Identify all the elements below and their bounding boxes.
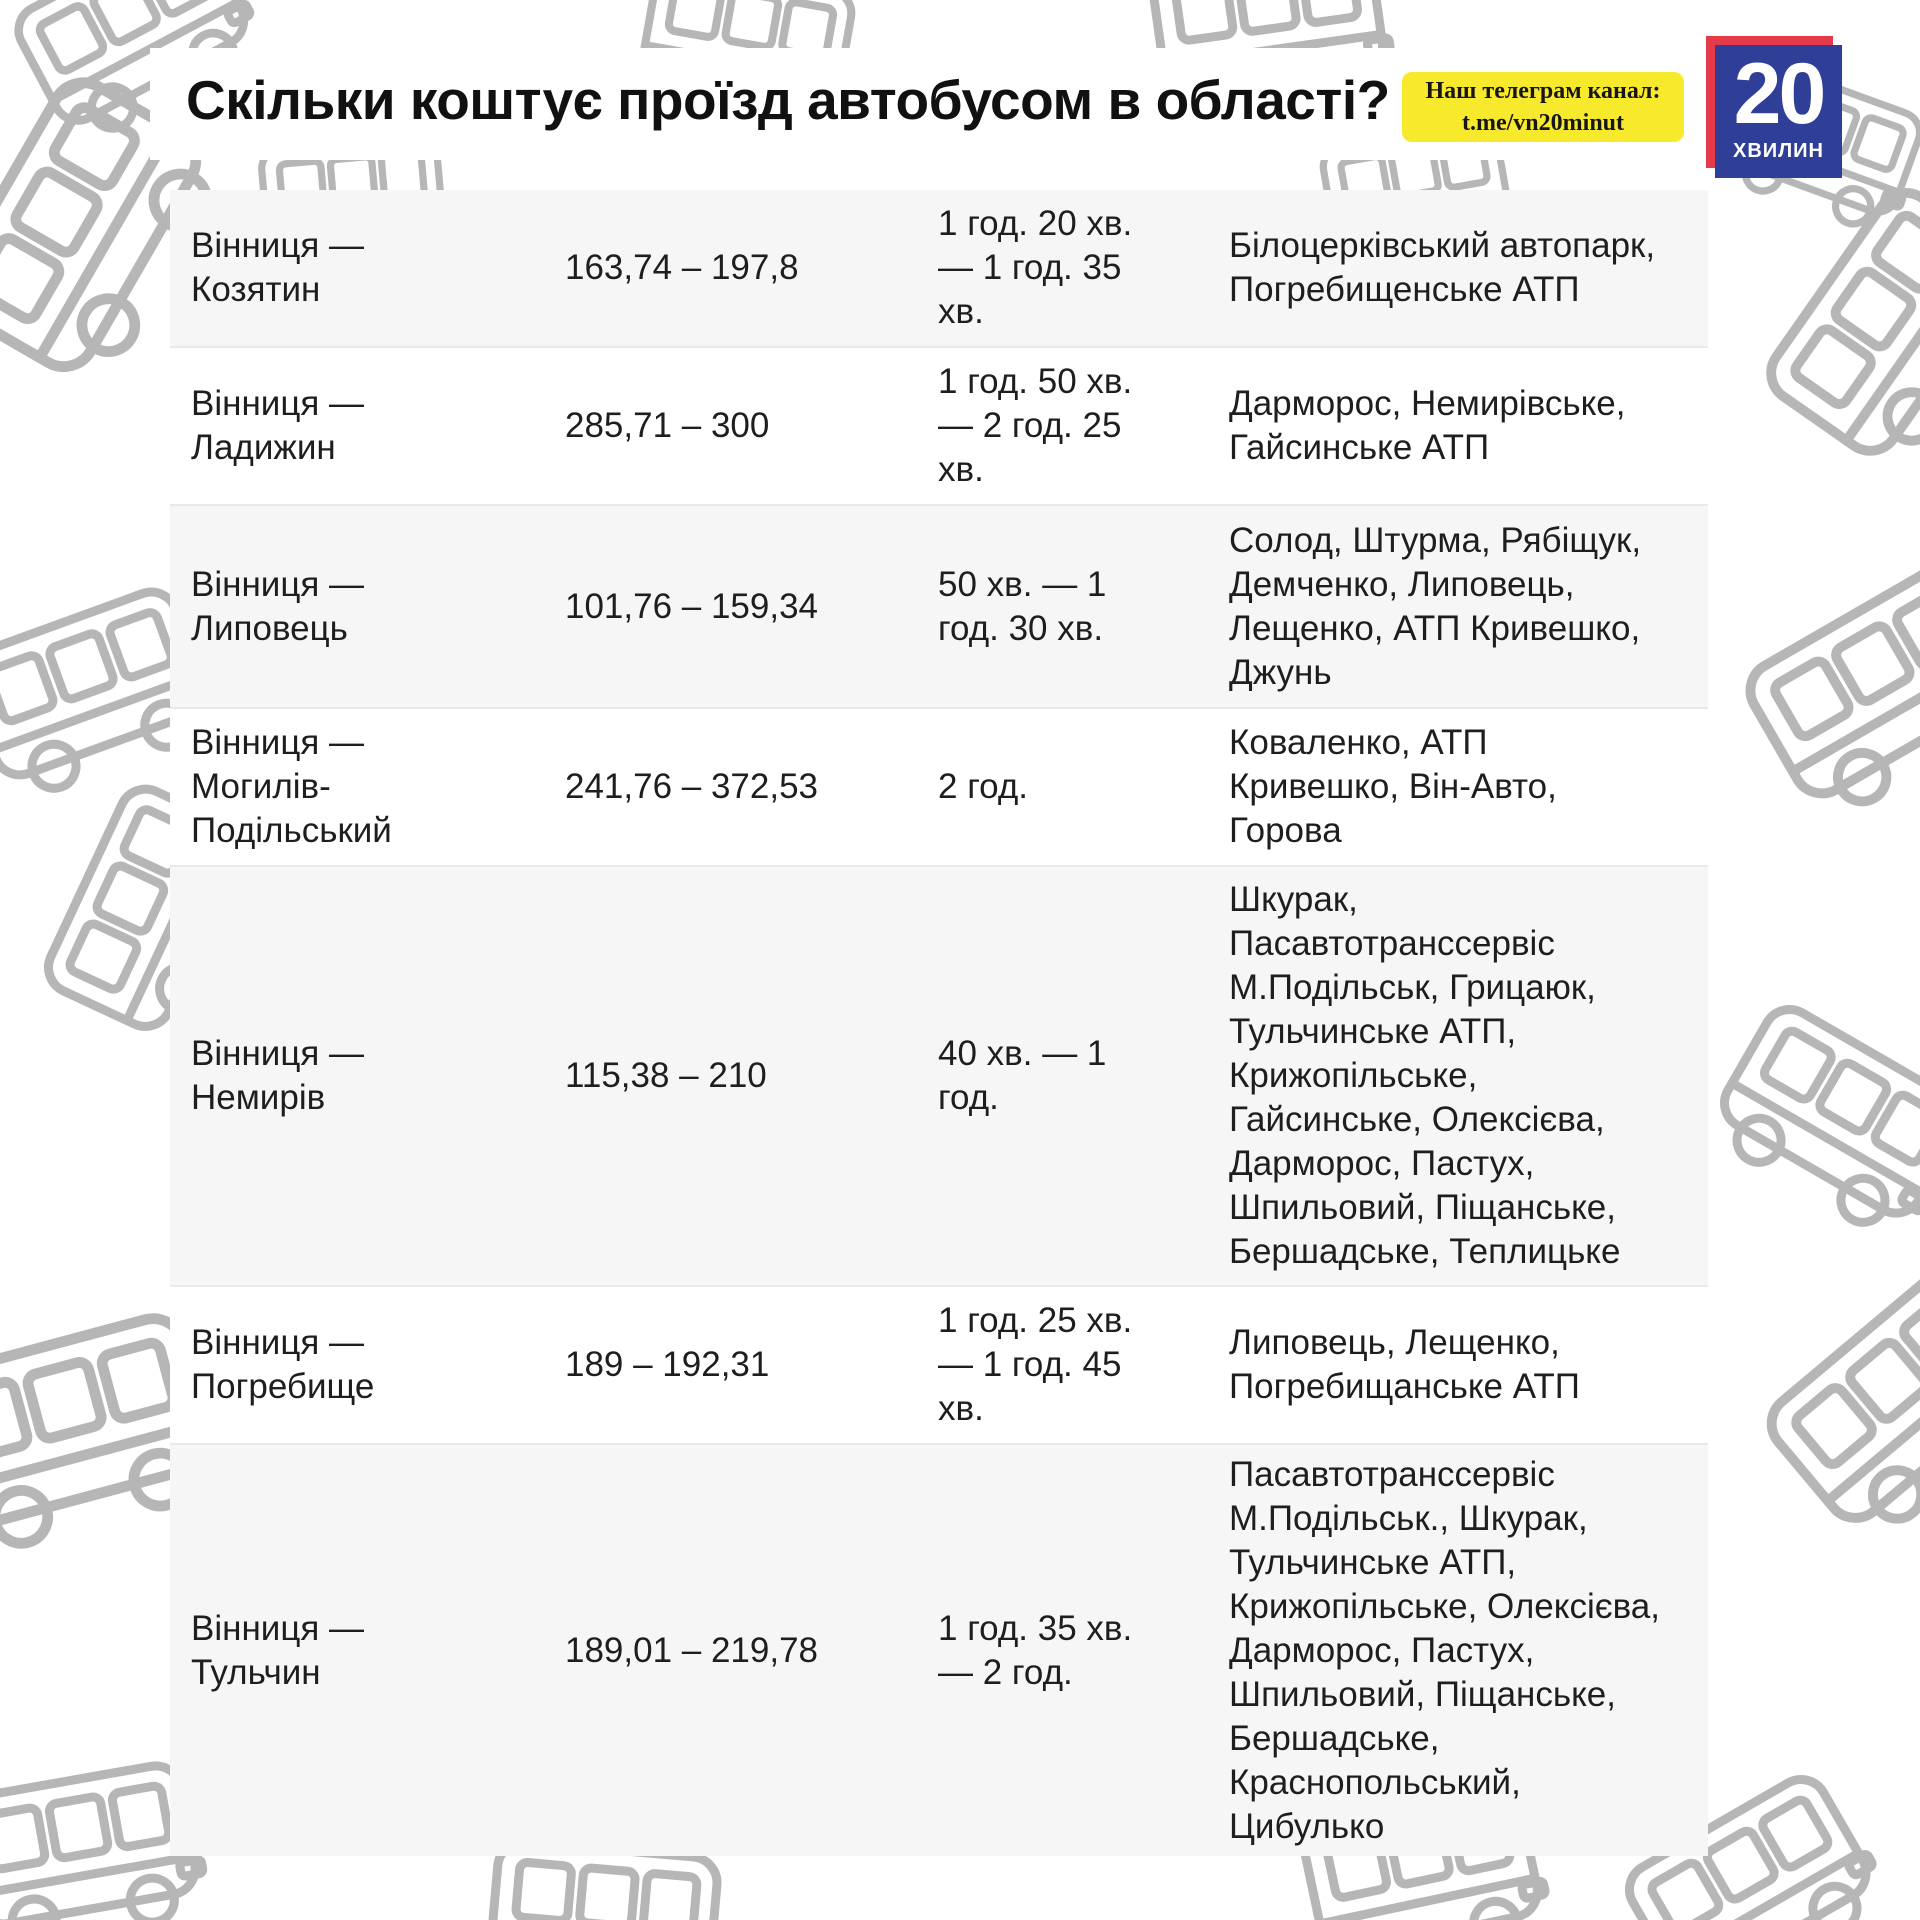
carriers-cell <box>1208 519 1708 695</box>
bus-icon <box>1760 1259 1920 1549</box>
carrier-line: Гайсинське АТП <box>1229 428 1490 467</box>
route-line: Вінниця — <box>191 1034 365 1073</box>
carrier-line: Солод, Штурма, Рябіщук, <box>1229 520 1642 560</box>
route-cell <box>170 1032 544 1120</box>
carriers-cell <box>1208 224 1708 312</box>
route-cell <box>170 382 544 470</box>
carrier-line: Липовець, Лещенко, <box>1229 1323 1560 1362</box>
time-line: 50 хв. — 1 <box>938 564 1107 604</box>
time-cell <box>917 360 1208 492</box>
carrier-line: Шпильовий, Піщанське, <box>1229 1674 1616 1714</box>
route-line: Вінниця — <box>191 384 365 423</box>
table-row <box>170 1287 1708 1445</box>
time-cell <box>917 1299 1208 1431</box>
carrier-line: Білоцерківський автопарк, <box>1229 226 1656 265</box>
route-cell <box>170 224 544 312</box>
carrier-line: Краснопольський, <box>1229 1762 1521 1802</box>
carrier-line: Горова <box>1229 811 1342 850</box>
time-line: год. <box>938 1078 999 1117</box>
logo-20-hvylyn <box>1706 36 1842 178</box>
time-line: хв. <box>938 1389 984 1428</box>
route-line: Подільський <box>191 811 392 850</box>
time-line: 1 год. 35 хв. <box>938 1608 1133 1648</box>
price-cell: 189,01 – 219,78 <box>565 1630 819 1670</box>
time-cell <box>917 563 1208 651</box>
route-line: Липовець <box>191 608 348 648</box>
carrier-line: Джунь <box>1229 652 1332 692</box>
route-line: Ладижин <box>191 428 336 467</box>
carrier-line: Пасавтотранссервіс <box>1229 924 1555 963</box>
price-cell: 101,76 – 159,34 <box>565 586 819 626</box>
carrier-line: Пасавтотранссервіс <box>1229 1454 1555 1494</box>
carriers-cell <box>1208 382 1708 470</box>
time-line: 1 год. 25 хв. <box>938 1301 1133 1340</box>
fares-table <box>170 190 1708 1856</box>
table-row <box>170 1445 1708 1856</box>
page-title: Скільки коштує проїзд автобусом в області? <box>186 69 1390 131</box>
table-row <box>170 348 1708 506</box>
carrier-line: Цибулько <box>1229 1806 1385 1846</box>
route-cell <box>170 1607 544 1695</box>
logo-word: ХВИЛИН <box>1732 140 1824 162</box>
carrier-line: Бершадське, Теплицьке <box>1229 1232 1621 1271</box>
carrier-line: Коваленко, АТП <box>1229 723 1488 762</box>
price-cell: 241,76 – 372,53 <box>565 767 819 806</box>
carrier-line: Гайсинське, Олексієва, <box>1229 1100 1605 1139</box>
price-cell: 163,74 – 197,8 <box>565 248 799 287</box>
route-line: Немирів <box>191 1078 326 1117</box>
route-line: Вінниця — <box>191 226 365 265</box>
carrier-line: Тульчинське АТП, <box>1229 1012 1517 1051</box>
route-line: Вінниця — <box>191 1323 365 1362</box>
route-line: Вінниця — <box>191 1608 365 1648</box>
time-line: — 1 год. 45 <box>938 1345 1122 1384</box>
carrier-line: Тульчинське АТП, <box>1229 1542 1517 1582</box>
carriers-cell <box>1208 721 1708 853</box>
route-line: Могилів- <box>191 767 331 806</box>
price-cell: 115,38 – 210 <box>565 1056 767 1095</box>
time-line: хв. <box>938 450 984 489</box>
route-line: Вінниця — <box>191 564 365 604</box>
carriers-cell <box>1208 1453 1708 1849</box>
carrier-line: Шкурак, <box>1229 880 1358 919</box>
carriers-cell <box>1208 1321 1708 1409</box>
carrier-line: Дарморос, Немирівське, <box>1229 384 1626 423</box>
carrier-line: М.Подільськ., Шкурак, <box>1229 1498 1588 1538</box>
carrier-line: Лещенко, АТП Кривешко, <box>1229 608 1641 648</box>
time-line: — 1 год. 35 <box>938 248 1122 287</box>
table-row <box>170 190 1708 348</box>
time-line: год. 30 хв. <box>938 608 1104 648</box>
time-line: хв. <box>938 292 984 331</box>
table-row <box>170 867 1708 1287</box>
carrier-line: М.Подільськ, Грицаюк, <box>1229 968 1596 1007</box>
time-cell <box>917 765 1208 809</box>
carrier-line: Шпильовий, Піщанське, <box>1229 1188 1616 1227</box>
carrier-line: Крижопільське, <box>1229 1056 1478 1095</box>
telegram-label: Наш телеграм канал: <box>1425 78 1661 104</box>
carrier-line: Демченко, Липовець, <box>1229 564 1575 604</box>
carrier-line: Кривешко, Він-Авто, <box>1229 767 1557 806</box>
logo-number: 20 <box>1733 46 1824 142</box>
route-cell <box>170 721 544 853</box>
time-line: 40 хв. — 1 <box>938 1034 1107 1073</box>
time-line: — 2 год. <box>938 1652 1073 1692</box>
table-row <box>170 709 1708 867</box>
carrier-line: Крижопільське, Олексієва, <box>1229 1586 1660 1626</box>
route-line: Вінниця — <box>191 723 365 762</box>
telegram-badge[interactable] <box>1402 72 1684 142</box>
time-cell <box>917 1032 1208 1120</box>
bus-icon <box>1703 1000 1920 1247</box>
telegram-link[interactable]: t.me/vn20minut <box>1462 110 1624 136</box>
carrier-line: Погребищенське АТП <box>1229 270 1580 309</box>
time-line: 2 год. <box>938 767 1029 806</box>
time-line: — 2 год. 25 <box>938 406 1122 445</box>
time-line: 1 год. 20 хв. <box>938 204 1133 243</box>
carrier-line: Бершадське, <box>1229 1718 1440 1758</box>
route-cell <box>170 563 544 651</box>
route-line: Козятин <box>191 270 321 309</box>
time-cell <box>917 1607 1208 1695</box>
carrier-line: Погребищанське АТП <box>1229 1367 1580 1406</box>
time-line: 1 год. 50 хв. <box>938 362 1133 401</box>
route-line: Тульчин <box>191 1652 321 1692</box>
table-row <box>170 506 1708 709</box>
route-line: Погребище <box>191 1367 375 1406</box>
carrier-line: Дарморос, Пастух, <box>1229 1144 1535 1183</box>
bus-icon <box>1740 555 1920 827</box>
carriers-cell <box>1208 878 1708 1274</box>
route-cell <box>170 1321 544 1409</box>
time-cell <box>917 202 1208 334</box>
price-cell: 189 – 192,31 <box>565 1345 770 1384</box>
carrier-line: Дарморос, Пастух, <box>1229 1630 1535 1670</box>
price-cell: 285,71 – 300 <box>565 406 770 445</box>
